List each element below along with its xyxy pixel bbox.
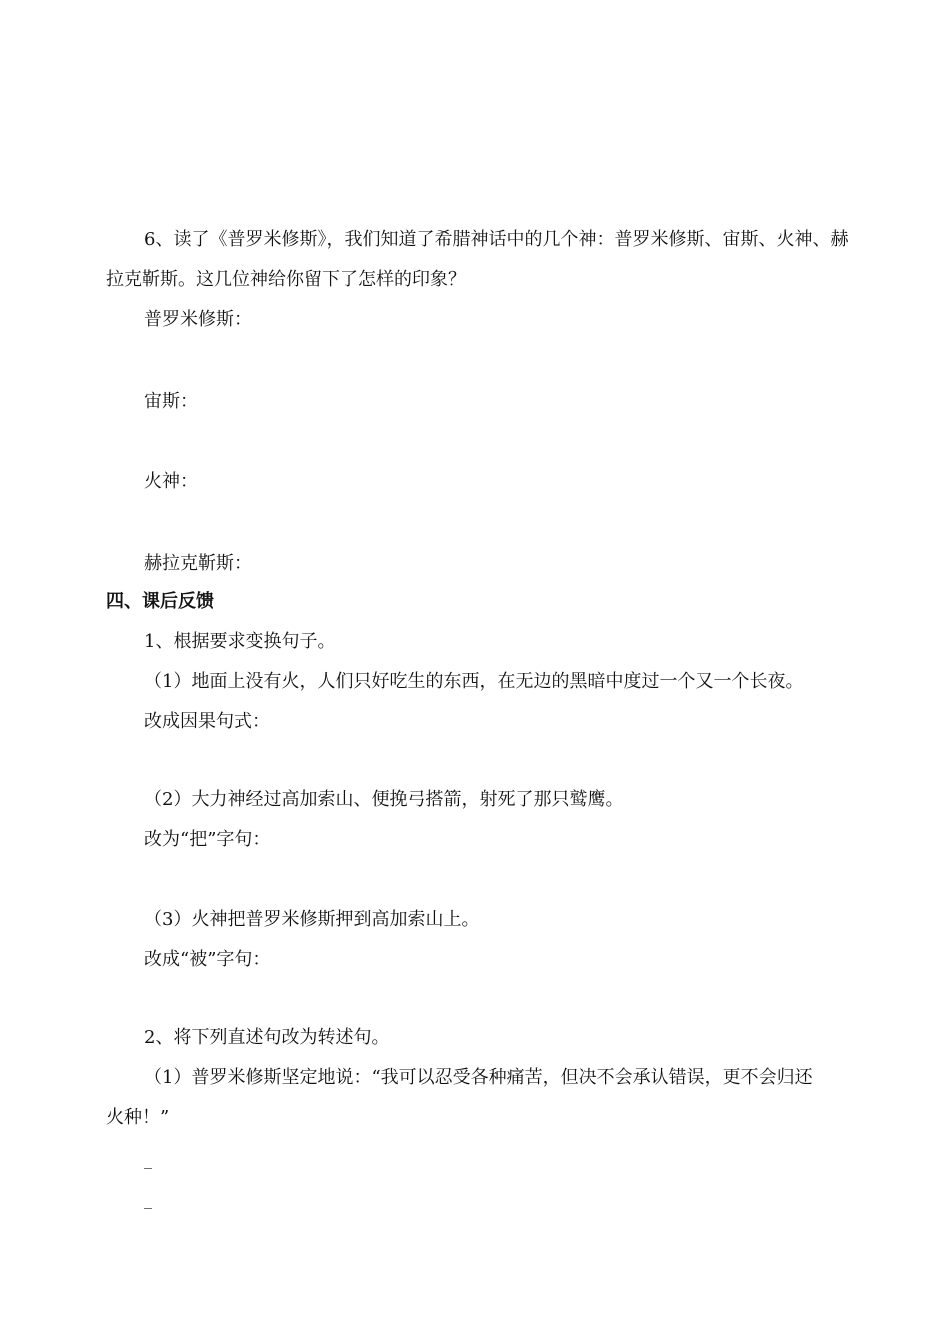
- item2-title: 2、将下列直述句改为转述句。: [144, 1027, 390, 1048]
- item1-sentence3: （3）火神把普罗米修斯押到高加索山上。: [144, 909, 480, 930]
- q6-zeus-label: 宙斯：: [144, 391, 198, 412]
- item1-sentence1-task: 改成因果句式：: [144, 711, 270, 732]
- q6-fire-god-label: 火神：: [144, 471, 198, 492]
- q6-line1: 6、读了《普罗米修斯》，我们知道了希腊神话中的几个神：普罗米修斯、宙斯、火神、赫: [144, 229, 849, 250]
- section4-title: 四、课后反馈: [106, 591, 214, 612]
- item1-sentence1: （1）地面上没有火，人们只好吃生的东西，在无边的黑暗中度过一个又一个长夜。: [144, 671, 804, 692]
- item2-sentence1-line2: 火种！”: [106, 1107, 170, 1128]
- q6-prometheus-label: 普罗米修斯：: [144, 309, 252, 330]
- q6-line2: 拉克靳斯。这几位神给你留下了怎样的印象？: [106, 269, 466, 290]
- answer-blank-2: _: [144, 1190, 152, 1209]
- item1-sentence2-task: 改为“把”字句：: [144, 829, 271, 850]
- item1-sentence3-task: 改成“被”字句：: [144, 949, 271, 970]
- q6-hercules-label: 赫拉克靳斯：: [144, 553, 252, 574]
- item1-sentence2: （2）大力神经过高加索山、便挽弓搭箭，射死了那只鹫鹰。: [144, 789, 624, 810]
- item1-title: 1、根据要求变换句子。: [144, 631, 336, 652]
- item2-sentence1-line1: （1）普罗米修斯坚定地说：“我可以忍受各种痛苦，但决不会承认错误，更不会归还: [144, 1067, 813, 1088]
- answer-blank-1: _: [144, 1150, 152, 1169]
